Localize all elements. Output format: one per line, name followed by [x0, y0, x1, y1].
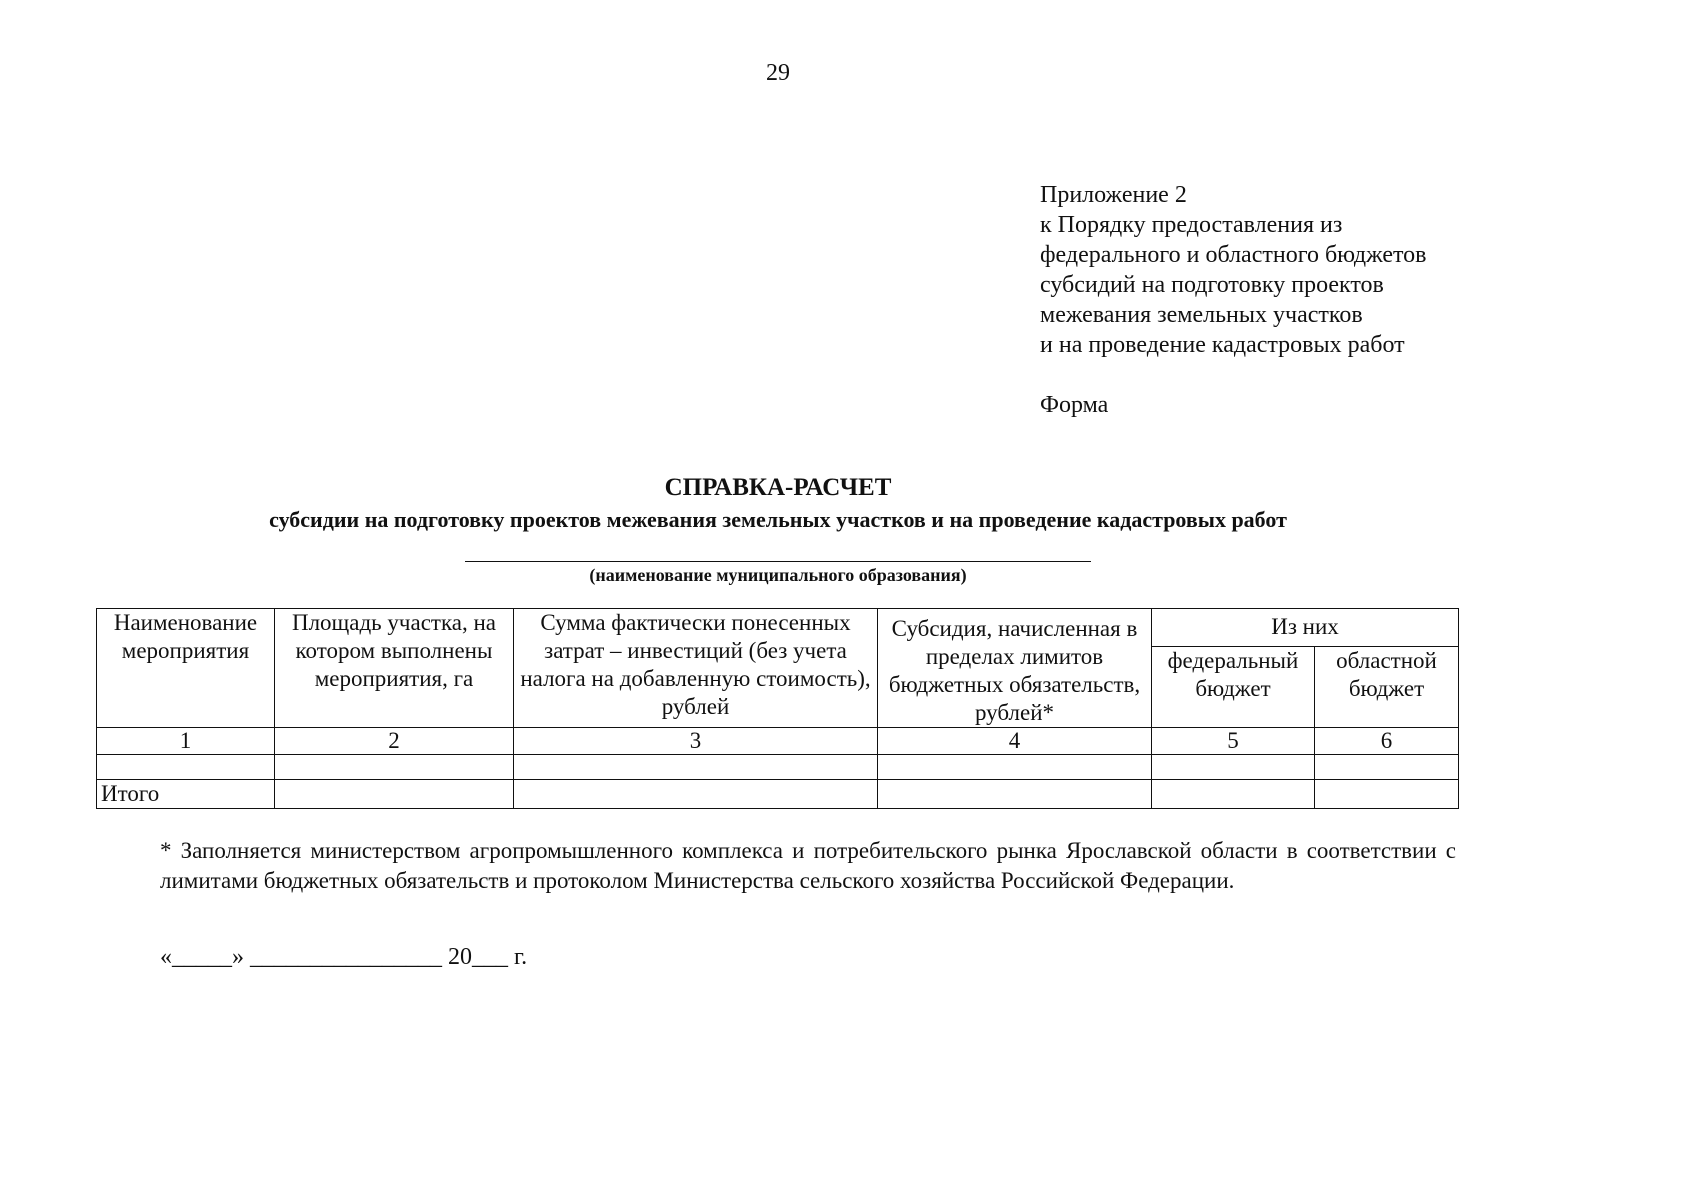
header-actual-costs: Сумма фактически понесенных затрат – инвестиций (без учета налога на добавленную стоимость), рублей — [514, 609, 878, 728]
table-cell — [514, 755, 878, 780]
date-line: «_____» ________________ 20___ г. — [160, 944, 528, 970]
table-cell — [275, 755, 514, 780]
column-number: 6 — [1315, 728, 1459, 755]
appendix-block — [1040, 180, 1427, 420]
appendix-line: межевания земельных участков — [1040, 302, 1363, 328]
column-number: 1 — [97, 728, 275, 755]
header-regional-budget: областной бюджет — [1315, 647, 1459, 728]
table-cell — [275, 780, 514, 809]
column-number: 3 — [514, 728, 878, 755]
appendix-line: Приложение 2 — [1040, 182, 1187, 208]
column-number-row — [97, 728, 1459, 755]
header-subsidy: Субсидия, начисленная в пределах лимитов бюджетных обязательств, рублей* — [878, 609, 1152, 728]
form-label: Форма — [1040, 392, 1109, 418]
column-number: 4 — [878, 728, 1152, 755]
municipality-caption: (наименование муниципального образования) — [589, 565, 967, 585]
header-plot-area: Площадь участка, на котором выполнены мероприятия, га — [275, 609, 514, 728]
table-cell — [1315, 755, 1459, 780]
table-cell — [878, 780, 1152, 809]
table-cell — [1152, 755, 1315, 780]
municipality-blank-line — [465, 561, 1091, 562]
appendix-line: субсидий на подготовку проектов — [1040, 272, 1384, 298]
column-number: 5 — [1152, 728, 1315, 755]
table-cell — [1315, 780, 1459, 809]
table-cell — [514, 780, 878, 809]
total-label: Итого — [97, 780, 275, 809]
footnote — [96, 836, 1456, 896]
header-federal-budget: федеральный бюджет — [1152, 647, 1315, 728]
appendix-line: и на проведение кадастровых работ — [1040, 332, 1405, 358]
appendix-line: к Порядку предоставления из — [1040, 212, 1343, 238]
table-cell — [878, 755, 1152, 780]
header-of-which: Из них — [1152, 609, 1459, 647]
table-header-row — [97, 609, 1459, 647]
appendix-line: федерального и областного бюджетов — [1040, 242, 1427, 268]
calculation-table — [96, 608, 1459, 809]
page-number: 29 — [766, 60, 790, 86]
document-subtitle: субсидии на подготовку проектов межевания земельных участков и на проведение кадастровых работ — [269, 507, 1287, 532]
table-cell — [1152, 780, 1315, 809]
table-row — [97, 755, 1459, 780]
total-row — [97, 780, 1459, 809]
header-event-name: Наименование мероприятия — [97, 609, 275, 728]
footnote-text: * Заполняется министерством агропромышленного комплекса и потребительского рынка Ярославской области в соответствии с лимитами бюджетных обязательств и протоколом Министерства сельского хозяйства Российской Федерации. — [160, 838, 1456, 893]
document-title: СПРАВКА-РАСЧЕТ — [664, 474, 892, 501]
column-number: 2 — [275, 728, 514, 755]
table-cell — [97, 755, 275, 780]
